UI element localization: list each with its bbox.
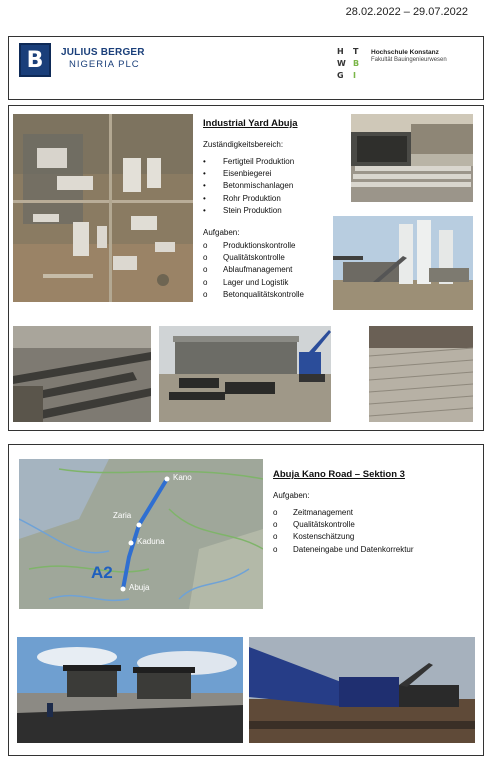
list-item: o Ablaufmanagement (203, 265, 293, 275)
julius-berger-logo (19, 43, 51, 77)
city-kano: Kano (173, 473, 192, 482)
precast-slabs-photo (369, 326, 473, 422)
list-item: o Lager und Logistik (203, 277, 289, 287)
list-item: o Dateneingabe und Datenkorrektur (273, 544, 414, 554)
road-construction-photo (249, 637, 475, 743)
list-item: o Kostenschätzung (273, 532, 355, 542)
responsibility-list (203, 156, 294, 217)
htwg-logo (333, 43, 373, 87)
list-item: • Fertigteil Produktion (203, 157, 295, 166)
htwg-letter-w: W (337, 59, 346, 68)
htwg-letter-i: I (353, 71, 356, 80)
section2-tasks-label: Aufgaben: (273, 491, 310, 500)
paving-machines-photo (17, 637, 243, 743)
list-item: o Qualitätskontrolle (273, 520, 355, 530)
section1-title: Industrial Yard Abuja (203, 118, 298, 129)
list-item: • Stein Produktion (203, 205, 282, 215)
route-map (19, 459, 263, 609)
htwg-letter-g: G (337, 71, 344, 80)
header-box (8, 36, 484, 100)
university-title: Hochschule Konstanz (371, 49, 439, 56)
list-item: • Betonmischanlagen (203, 181, 294, 191)
section2-tasks-list (273, 507, 414, 556)
htwg-letter-b: B (353, 59, 360, 68)
htwg-letter-h: H (337, 47, 344, 56)
section-industrial-yard (8, 105, 484, 431)
tasks-label: Aufgaben: (203, 228, 240, 237)
responsibility-label: Zuständigkeitsbereich: (203, 140, 284, 149)
list-item: o Betonqualitätskontrolle (203, 289, 304, 299)
yard-crane-photo (159, 326, 331, 422)
list-item: • Rohr Produktion (203, 193, 281, 203)
list-item: o Zeitmanagement (273, 508, 354, 517)
road-label: A2 (91, 563, 113, 582)
company-name: JULIUS BERGER (61, 47, 145, 58)
list-item: • Eisenbiegerei (203, 169, 272, 179)
aerial-yard-photo (13, 114, 193, 302)
steel-beams-photo (13, 326, 151, 422)
city-kaduna: Kaduna (137, 537, 165, 546)
logo-letter: B (26, 47, 44, 73)
list-item: o Produktionskontrolle (203, 241, 296, 250)
list-item: o Qualitätskontrolle (203, 253, 285, 263)
section-abuja-kano-road (8, 444, 484, 756)
city-zaria: Zaria (113, 511, 132, 520)
section2-title: Abuja Kano Road – Sektion 3 (273, 469, 405, 480)
city-abuja: Abuja (129, 583, 150, 592)
date-range: 28.02.2022 – 29.07.2022 (345, 6, 468, 18)
warehouse-photo (351, 114, 473, 202)
company-sub: NIGERIA PLC (69, 59, 140, 70)
university-sub: Fakultät Bauingenieurwesen (371, 57, 447, 63)
tasks-list (203, 240, 304, 301)
htwg-letter-t: T (353, 47, 359, 56)
batching-plant-photo (333, 216, 473, 310)
